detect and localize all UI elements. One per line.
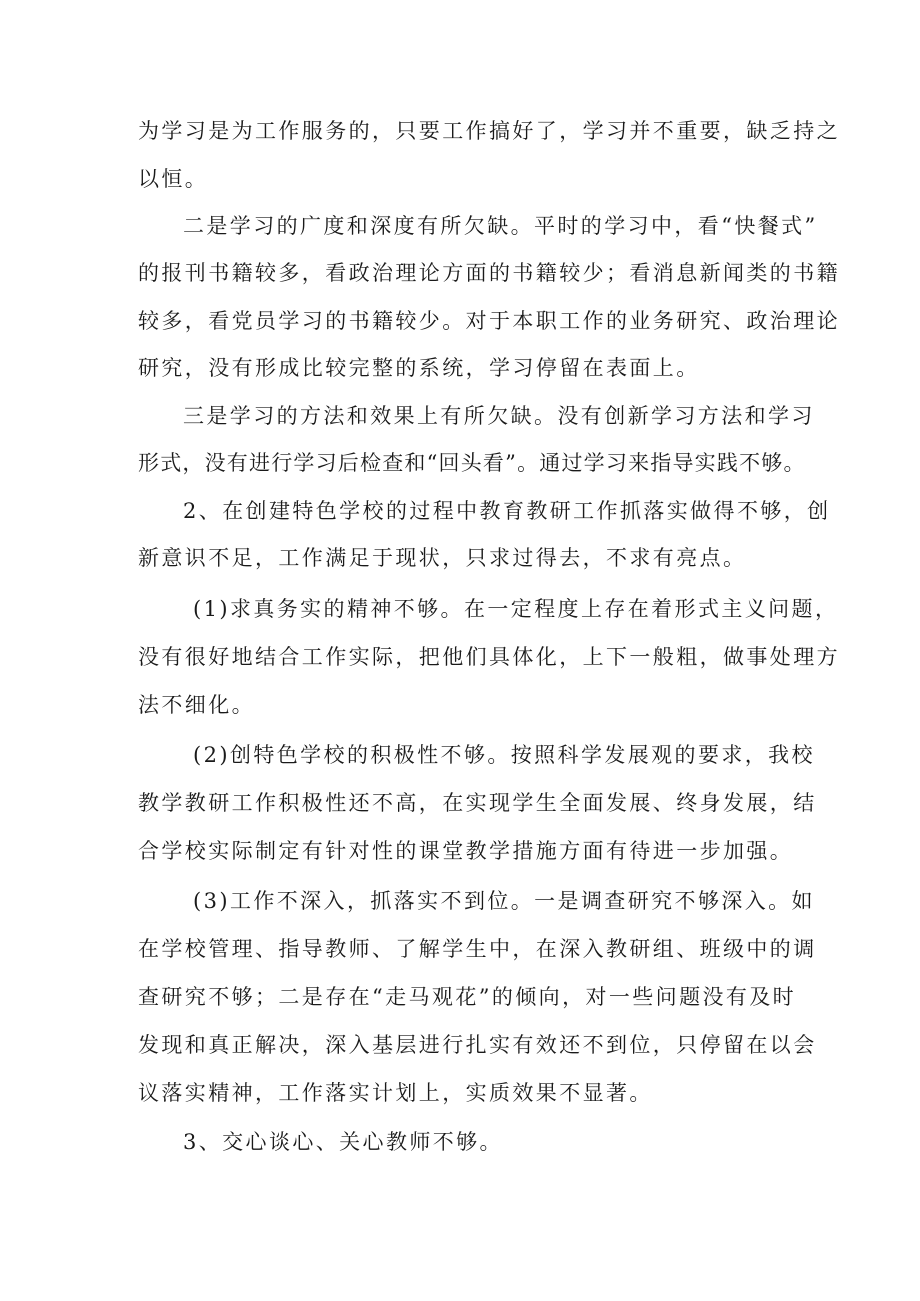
text-line: 发现和真正解决，深入基层进行扎实有效还不到位，只停留在以会 <box>138 1033 817 1057</box>
text-line: 新意识不足，工作满足于现状，只求过得去，不求有亮点。 <box>138 546 747 570</box>
text-line: 法不细化。 <box>138 693 255 717</box>
text-line: 在学校管理、指导教师、了解学生中，在深入教研组、班级中的调 <box>138 937 817 961</box>
text-line: 较多，看党员学习的书籍较少。对于本职工作的业务研究、政治理论 <box>138 309 840 333</box>
text-line: 以恒。 <box>138 167 209 191</box>
text-line: 3、交心谈心、关心教师不够。 <box>183 1130 503 1154</box>
text-line: (3)工作不深入，抓落实不到位。一是调查研究不够深入。如 <box>193 889 815 913</box>
text-line: 2、在创建特色学校的过程中教育教研工作抓落实做得不够，创 <box>183 499 831 523</box>
text-line: 为学习是为工作服务的，只要工作搞好了，学习并不重要，缺乏持之 <box>138 119 840 143</box>
text-line: 合学校实际制定有针对性的课堂教学措施方面有待进一步加强。 <box>138 839 794 863</box>
text-line: (2)创特色学校的积极性不够。按照科学发展观的要求，我校 <box>193 743 815 767</box>
text-line: 没有很好地结合工作实际，把他们具体化，上下一般粗，做事处理方 <box>138 645 840 669</box>
text-line: 教学教研工作积极性还不高，在实现学生全面发展、终身发展，结 <box>138 791 817 815</box>
text-line: 三是学习的方法和效果上有所欠缺。没有创新学习方法和学习 <box>183 404 815 428</box>
text-line: 二是学习的广度和深度有所欠缺。平时的学习中，看“快餐式” <box>183 214 818 238</box>
text-line: 查研究不够；二是存在“走马观花”的倾向，对一些问题没有及时 <box>138 985 797 1009</box>
text-line: 研究，没有形成比较完整的系统，学习停留在表面上。 <box>138 356 700 380</box>
text-line: 议落实精神，工作落实计划上，实质效果不显著。 <box>138 1081 653 1105</box>
text-line: 的报刊书籍较多，看政治理论方面的书籍较少；看消息新闻类的书籍 <box>138 261 840 285</box>
text-line: 形式，没有进行学习后检查和“回头看”。通过学习来指导实践不够。 <box>138 451 806 475</box>
text-line: (1)求真务实的精神不够。在一定程度上存在着形式主义问题， <box>193 597 839 621</box>
